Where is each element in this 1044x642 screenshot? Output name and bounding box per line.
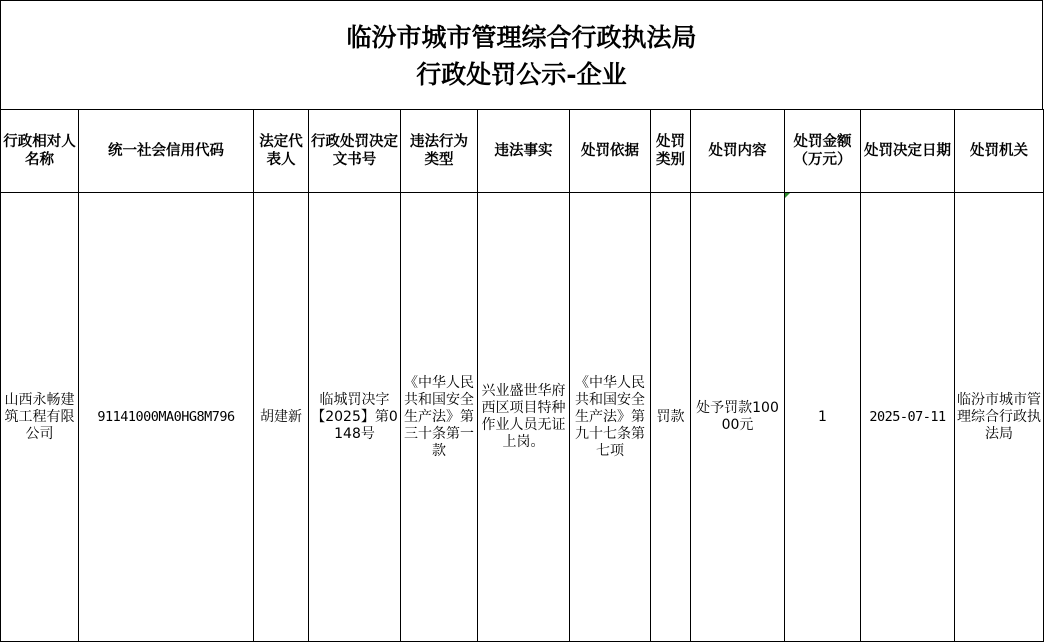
cell-violation-facts: 兴业盛世华府西区项目特种作业人员无证上岗。 xyxy=(478,193,570,642)
cell-legal-rep: 胡建新 xyxy=(254,193,309,642)
cell-comment-marker-icon xyxy=(785,193,790,198)
cell-party-name: 山西永畅建筑工程有限公司 xyxy=(1,193,79,642)
cell-decision-date: 2025-07-11 xyxy=(861,193,955,642)
header-credit-code: 统一社会信用代码 xyxy=(79,110,254,193)
cell-authority: 临汾市城市管理综合行政执法局 xyxy=(955,193,1044,642)
table-row xyxy=(1,193,1044,642)
cell-penalty-amount: 1 xyxy=(818,408,827,425)
header-decision-date: 处罚决定日期 xyxy=(861,110,955,193)
header-violation-facts: 违法事实 xyxy=(478,110,570,193)
header-penalty-content: 处罚内容 xyxy=(691,110,785,193)
cell-violation-type: 《中华人民共和国安全生产法》第三十条第一款 xyxy=(401,193,478,642)
header-penalty-category: 处罚类别 xyxy=(651,110,691,193)
header-penalty-basis: 处罚依据 xyxy=(570,110,651,193)
document-subtitle: 行政处罚公示-企业 xyxy=(416,60,627,89)
cell-penalty-content: 处予罚款10000元 xyxy=(691,193,785,642)
cell-decision-no: 临城罚决字【2025】第0148号 xyxy=(309,193,401,642)
header-authority: 处罚机关 xyxy=(955,110,1044,193)
header-decision-no: 行政处罚决定文书号 xyxy=(309,110,401,193)
table-header-row xyxy=(1,110,1044,193)
cell-penalty-category: 罚款 xyxy=(651,193,691,642)
header-violation-type: 违法行为类型 xyxy=(401,110,478,193)
penalty-table xyxy=(0,109,1044,642)
cell-penalty-amount-wrapper xyxy=(785,193,861,642)
header-penalty-amount: 处罚金额（万元） xyxy=(785,110,861,193)
cell-credit-code: 91141000MA0HG8M796 xyxy=(79,193,254,642)
header-party-name: 行政相对人名称 xyxy=(1,110,79,193)
header-legal-rep: 法定代表人 xyxy=(254,110,309,193)
agency-title: 临汾市城市管理综合行政执法局 xyxy=(346,23,697,52)
title-block xyxy=(0,0,1043,109)
cell-penalty-basis: 《中华人民共和国安全生产法》第九十七条第七项 xyxy=(570,193,651,642)
